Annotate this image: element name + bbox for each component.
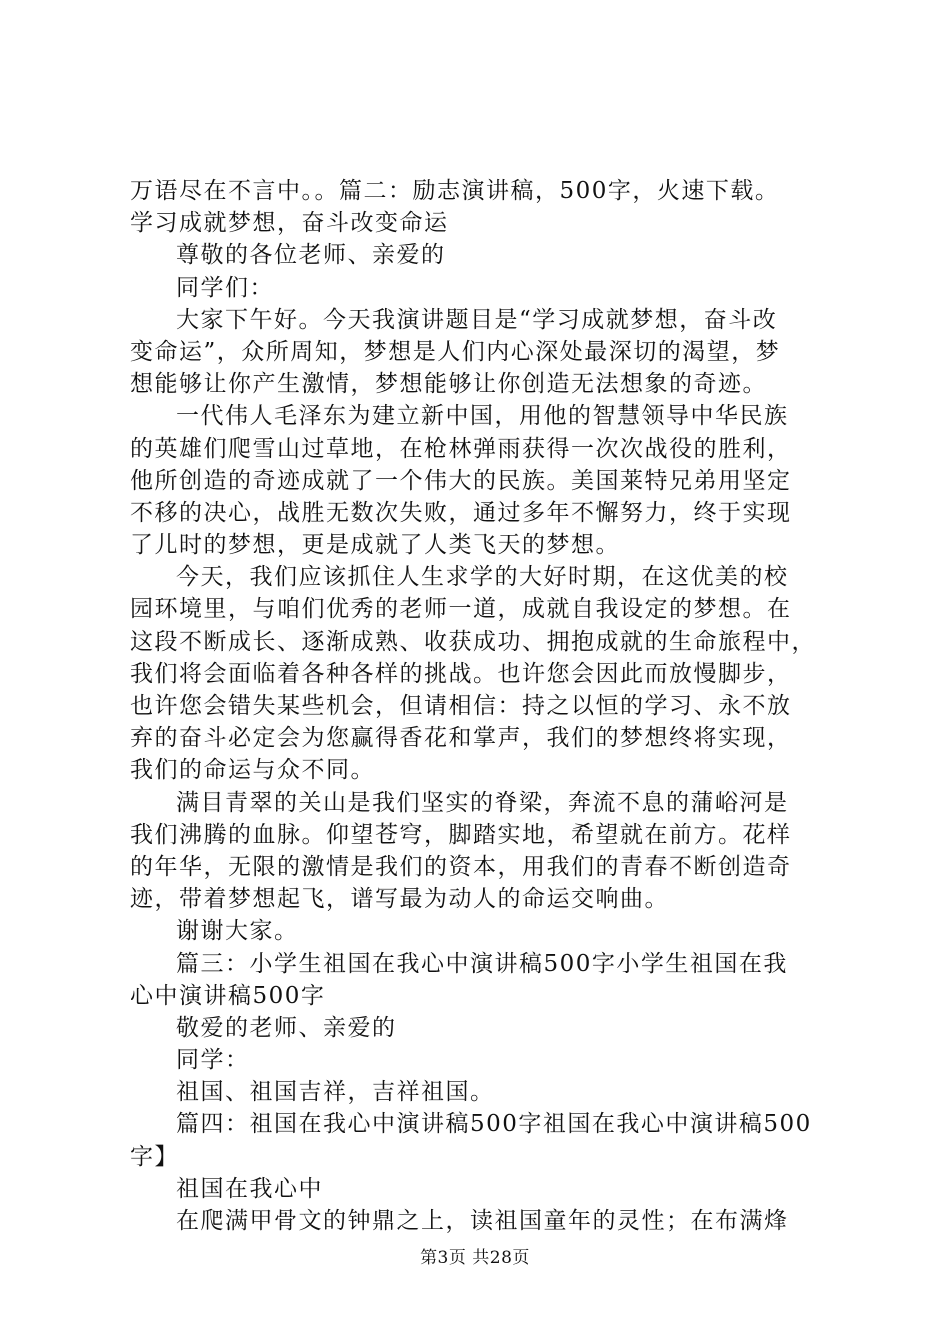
text-line: 祖国、祖国吉祥，吉祥祖国。 bbox=[176, 1079, 495, 1106]
text-line: 同学： bbox=[176, 1047, 250, 1074]
text-line: 祖国在我心中 bbox=[176, 1175, 323, 1202]
text-line: 篇三：小学生祖国在我心中演讲稿500字小学生祖国在我 bbox=[176, 950, 788, 977]
text-line: 这段不断成长、逐渐成熟、收获成功、拥抱成就的生命旅程中， bbox=[130, 628, 816, 655]
text-line: 一代伟人毛泽东为建立新中国，用他的智慧领导中华民族 bbox=[176, 403, 789, 430]
text-line: 也许您会错失某些机会，但请相信：持之以恒的学习、永不放 bbox=[130, 693, 792, 719]
text-line: 学习成就梦想，奋斗改变命运 bbox=[130, 210, 449, 237]
text-line: 同学们： bbox=[176, 274, 274, 301]
text-line: 满目青翠的关山是我们坚实的脊梁，奔流不息的蒲峪河是 bbox=[176, 789, 789, 816]
text-line: 变命运”，众所周知，梦想是人们内心深处最深切的渴望，梦 bbox=[130, 338, 781, 365]
text-line: 了儿时的梦想，更是成就了人类飞天的梦想。 bbox=[130, 532, 620, 559]
text-line: 字】 bbox=[130, 1143, 179, 1170]
text-line: 的英雄们爬雪山过草地，在枪林弹雨获得一次次战役的胜利， bbox=[130, 435, 792, 462]
text-line: 我们的命运与众不同。 bbox=[130, 757, 375, 784]
text-line: 弃的奋斗必定会为您赢得香花和掌声，我们的梦想终将实现， bbox=[130, 725, 792, 752]
text-line: 心中演讲稿500字 bbox=[130, 982, 326, 1009]
page-footer bbox=[0, 1243, 950, 1268]
text-line: 的年华，无限的激情是我们的资本，用我们的青春不断创造奇 bbox=[130, 853, 792, 880]
text-line: 敬爱的老师、亲爱的 bbox=[176, 1014, 397, 1041]
text-line: 我们沸腾的血脉。仰望苍穹，脚踏实地，希望就在前方。花样 bbox=[130, 821, 792, 848]
text-line: 谢谢大家。 bbox=[176, 918, 299, 945]
document-body bbox=[130, 175, 830, 1237]
text-line: 尊敬的各位老师、亲爱的 bbox=[176, 242, 446, 269]
text-line: 园环境里，与咱们优秀的老师一道，成就自我设定的梦想。在 bbox=[130, 596, 792, 623]
text-line: 不移的决心，战胜无数次失败，通过多年不懈努力，终于实现 bbox=[130, 499, 792, 526]
text-line: 今天，我们应该抓住人生求学的大好时期，在这优美的校 bbox=[176, 564, 789, 591]
text-line: 他所创造的奇迹成就了一个伟大的民族。美国莱特兄弟用坚定 bbox=[130, 467, 792, 494]
text-line: 想能够让你产生激情，梦想能够让你创造无法想象的奇迹。 bbox=[130, 371, 767, 398]
text-line: 迹，带着梦想起飞，谱写最为动人的命运交响曲。 bbox=[130, 886, 669, 913]
text-line: 万语尽在不言中。。篇二：励志演讲稿，500字，火速下载。 bbox=[130, 178, 780, 204]
text-line: 我们将会面临着各种各样的挑战。也许您会因此而放慢脚步， bbox=[130, 660, 792, 687]
text-line: 大家下午好。今天我演讲题目是“学习成就梦想，奋斗改 bbox=[176, 306, 778, 333]
text-line: 篇四：祖国在我心中演讲稿500字祖国在我心中演讲稿500 bbox=[176, 1111, 812, 1138]
page-number-label: 第3页 共28页 bbox=[420, 1248, 530, 1268]
text-line: 在爬满甲骨文的钟鼎之上，读祖国童年的灵性；在布满烽 bbox=[176, 1208, 789, 1234]
